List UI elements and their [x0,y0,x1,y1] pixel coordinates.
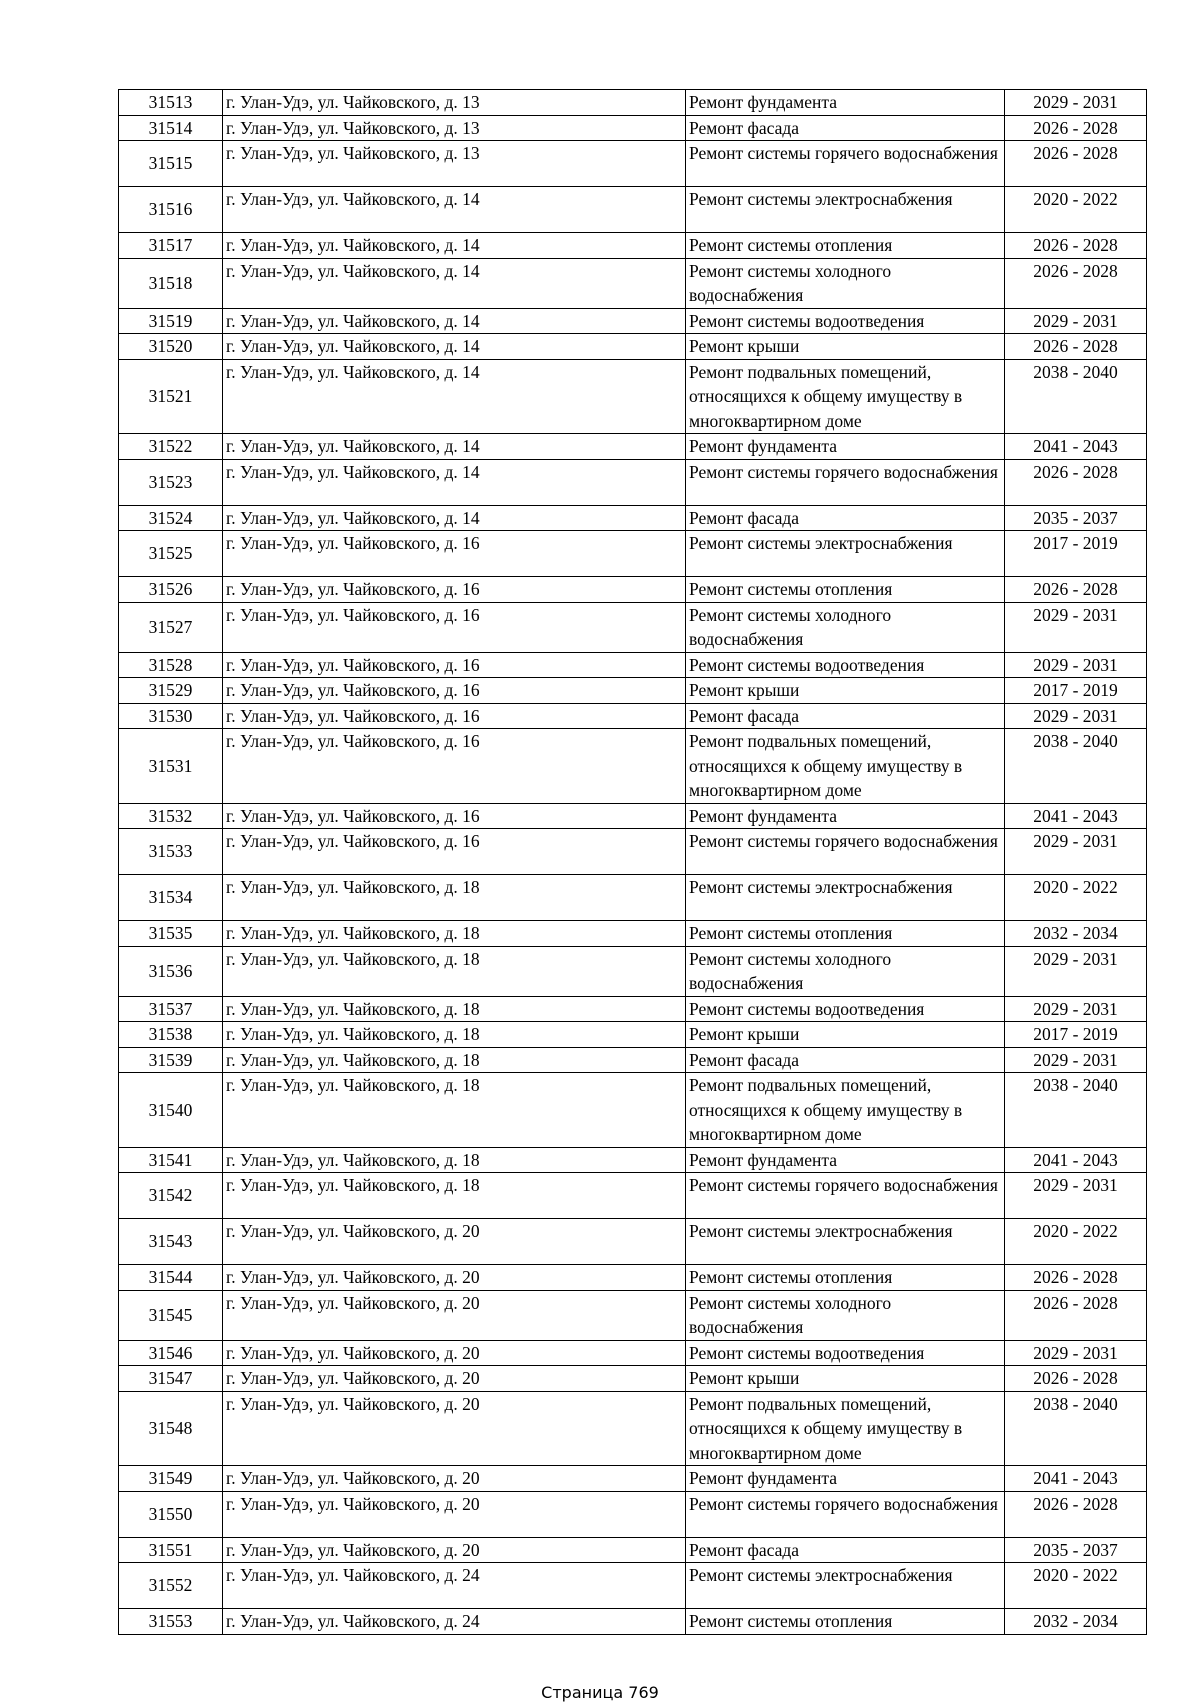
work-type-cell: Ремонт подвальных помещений, относящихся к общему имуществу в многоквартирном доме [686,359,1005,434]
period-cell: 2026 - 2028 [1005,141,1147,187]
row-number: 31529 [119,678,223,704]
address-cell: г. Улан-Удэ, ул. Чайковского, д. 16 [223,678,686,704]
work-type-cell: Ремонт крыши [686,1022,1005,1048]
table-row [119,652,1147,678]
address-cell: г. Улан-Удэ, ул. Чайковского, д. 20 [223,1466,686,1492]
address-cell: г. Улан-Удэ, ул. Чайковского, д. 16 [223,803,686,829]
work-type-cell: Ремонт фасада [686,115,1005,141]
table-row [119,729,1147,804]
table-row [119,1265,1147,1291]
table-row [119,187,1147,233]
row-number: 31518 [119,258,223,308]
table-row [119,1563,1147,1609]
period-cell: 2035 - 2037 [1005,505,1147,531]
repair-schedule-page [118,89,1146,1635]
work-type-cell: Ремонт системы отопления [686,921,1005,947]
work-type-cell: Ремонт подвальных помещений, относящихся к общему имуществу в многоквартирном доме [686,729,1005,804]
row-number: 31545 [119,1290,223,1340]
row-number: 31522 [119,434,223,460]
period-cell: 2026 - 2028 [1005,233,1147,259]
row-number: 31538 [119,1022,223,1048]
work-type-cell: Ремонт фундамента [686,1147,1005,1173]
table-row [119,921,1147,947]
work-type-cell: Ремонт фундамента [686,90,1005,116]
work-type-cell: Ремонт системы горячего водоснабжения [686,459,1005,505]
table-row [119,996,1147,1022]
table-row [119,1022,1147,1048]
table-row [119,459,1147,505]
table-row [119,505,1147,531]
work-type-cell: Ремонт системы электроснабжения [686,187,1005,233]
table-row [119,1073,1147,1148]
address-cell: г. Улан-Удэ, ул. Чайковского, д. 14 [223,233,686,259]
period-cell: 2029 - 2031 [1005,703,1147,729]
period-cell: 2017 - 2019 [1005,531,1147,577]
table-row [119,1491,1147,1537]
row-number: 31549 [119,1466,223,1492]
work-type-cell: Ремонт системы электроснабжения [686,875,1005,921]
row-number: 31515 [119,141,223,187]
period-cell: 2029 - 2031 [1005,308,1147,334]
row-number: 31542 [119,1173,223,1219]
row-number: 31535 [119,921,223,947]
row-number: 31548 [119,1391,223,1466]
row-number: 31516 [119,187,223,233]
work-type-cell: Ремонт фундамента [686,434,1005,460]
row-number: 31530 [119,703,223,729]
address-cell: г. Улан-Удэ, ул. Чайковского, д. 18 [223,996,686,1022]
work-type-cell: Ремонт системы отопления [686,233,1005,259]
table-row [119,1340,1147,1366]
work-type-cell: Ремонт системы холодного водоснабжения [686,258,1005,308]
work-type-cell: Ремонт подвальных помещений, относящихся к общему имуществу в многоквартирном доме [686,1391,1005,1466]
period-cell: 2032 - 2034 [1005,1609,1147,1635]
period-cell: 2026 - 2028 [1005,258,1147,308]
period-cell: 2029 - 2031 [1005,90,1147,116]
table-row [119,829,1147,875]
row-number: 31534 [119,875,223,921]
work-type-cell: Ремонт системы водоотведения [686,996,1005,1022]
work-type-cell: Ремонт системы холодного водоснабжения [686,602,1005,652]
address-cell: г. Улан-Удэ, ул. Чайковского, д. 18 [223,875,686,921]
work-type-cell: Ремонт фасада [686,1047,1005,1073]
period-cell: 2041 - 2043 [1005,434,1147,460]
address-cell: г. Улан-Удэ, ул. Чайковского, д. 16 [223,703,686,729]
table-row [119,531,1147,577]
address-cell: г. Улан-Удэ, ул. Чайковского, д. 13 [223,141,686,187]
table-row [119,115,1147,141]
table-row [119,1609,1147,1635]
address-cell: г. Улан-Удэ, ул. Чайковского, д. 24 [223,1609,686,1635]
work-type-cell: Ремонт системы электроснабжения [686,1563,1005,1609]
table-row [119,946,1147,996]
address-cell: г. Улан-Удэ, ул. Чайковского, д. 20 [223,1340,686,1366]
period-cell: 2020 - 2022 [1005,875,1147,921]
address-cell: г. Улан-Удэ, ул. Чайковского, д. 14 [223,505,686,531]
row-number: 31513 [119,90,223,116]
period-cell: 2032 - 2034 [1005,921,1147,947]
address-cell: г. Улан-Удэ, ул. Чайковского, д. 16 [223,729,686,804]
address-cell: г. Улан-Удэ, ул. Чайковского, д. 16 [223,577,686,603]
period-cell: 2035 - 2037 [1005,1537,1147,1563]
table-row [119,1147,1147,1173]
row-number: 31524 [119,505,223,531]
period-cell: 2026 - 2028 [1005,577,1147,603]
work-type-cell: Ремонт фасада [686,505,1005,531]
table-row [119,1219,1147,1265]
work-type-cell: Ремонт системы горячего водоснабжения [686,1173,1005,1219]
table-row [119,1366,1147,1392]
table-row [119,678,1147,704]
row-number: 31519 [119,308,223,334]
row-number: 31526 [119,577,223,603]
period-cell: 2020 - 2022 [1005,1563,1147,1609]
address-cell: г. Улан-Удэ, ул. Чайковского, д. 18 [223,1073,686,1148]
work-type-cell: Ремонт крыши [686,678,1005,704]
row-number: 31527 [119,602,223,652]
work-type-cell: Ремонт системы горячего водоснабжения [686,829,1005,875]
row-number: 31546 [119,1340,223,1366]
work-type-cell: Ремонт фундамента [686,803,1005,829]
address-cell: г. Улан-Удэ, ул. Чайковского, д. 20 [223,1491,686,1537]
period-cell: 2026 - 2028 [1005,459,1147,505]
work-type-cell: Ремонт фасада [686,703,1005,729]
table-row [119,359,1147,434]
address-cell: г. Улан-Удэ, ул. Чайковского, д. 24 [223,1563,686,1609]
row-number: 31521 [119,359,223,434]
address-cell: г. Улан-Удэ, ул. Чайковского, д. 14 [223,187,686,233]
row-number: 31532 [119,803,223,829]
period-cell: 2026 - 2028 [1005,115,1147,141]
address-cell: г. Улан-Удэ, ул. Чайковского, д. 18 [223,1047,686,1073]
row-number: 31552 [119,1563,223,1609]
row-number: 31537 [119,996,223,1022]
address-cell: г. Улан-Удэ, ул. Чайковского, д. 18 [223,1173,686,1219]
row-number: 31544 [119,1265,223,1291]
row-number: 31550 [119,1491,223,1537]
table-row [119,875,1147,921]
table-row [119,703,1147,729]
period-cell: 2038 - 2040 [1005,729,1147,804]
period-cell: 2017 - 2019 [1005,678,1147,704]
period-cell: 2026 - 2028 [1005,1265,1147,1291]
period-cell: 2020 - 2022 [1005,187,1147,233]
row-number: 31543 [119,1219,223,1265]
table-row [119,1537,1147,1563]
address-cell: г. Улан-Удэ, ул. Чайковского, д. 20 [223,1391,686,1466]
address-cell: г. Улан-Удэ, ул. Чайковского, д. 14 [223,308,686,334]
table-row [119,141,1147,187]
address-cell: г. Улан-Удэ, ул. Чайковского, д. 16 [223,602,686,652]
table-row [119,233,1147,259]
address-cell: г. Улан-Удэ, ул. Чайковского, д. 13 [223,115,686,141]
address-cell: г. Улан-Удэ, ул. Чайковского, д. 16 [223,829,686,875]
address-cell: г. Улан-Удэ, ул. Чайковского, д. 20 [223,1290,686,1340]
work-type-cell: Ремонт системы горячего водоснабжения [686,141,1005,187]
period-cell: 2029 - 2031 [1005,1047,1147,1073]
period-cell: 2038 - 2040 [1005,359,1147,434]
address-cell: г. Улан-Удэ, ул. Чайковского, д. 16 [223,652,686,678]
work-type-cell: Ремонт системы электроснабжения [686,1219,1005,1265]
table-body [119,90,1147,1635]
work-type-cell: Ремонт фасада [686,1537,1005,1563]
period-cell: 2041 - 2043 [1005,1147,1147,1173]
period-cell: 2026 - 2028 [1005,1491,1147,1537]
work-type-cell: Ремонт системы отопления [686,1609,1005,1635]
work-type-cell: Ремонт крыши [686,334,1005,360]
table-row [119,1047,1147,1073]
work-type-cell: Ремонт системы водоотведения [686,1340,1005,1366]
address-cell: г. Улан-Удэ, ул. Чайковского, д. 18 [223,946,686,996]
table-row [119,1173,1147,1219]
period-cell: 2029 - 2031 [1005,602,1147,652]
work-type-cell: Ремонт подвальных помещений, относящихся к общему имуществу в многоквартирном доме [686,1073,1005,1148]
row-number: 31514 [119,115,223,141]
row-number: 31540 [119,1073,223,1148]
period-cell: 2029 - 2031 [1005,652,1147,678]
address-cell: г. Улан-Удэ, ул. Чайковского, д. 20 [223,1537,686,1563]
period-cell: 2041 - 2043 [1005,803,1147,829]
address-cell: г. Улан-Удэ, ул. Чайковского, д. 16 [223,531,686,577]
table-row [119,334,1147,360]
row-number: 31523 [119,459,223,505]
table-row [119,434,1147,460]
row-number: 31517 [119,233,223,259]
address-cell: г. Улан-Удэ, ул. Чайковского, д. 14 [223,258,686,308]
period-cell: 2029 - 2031 [1005,946,1147,996]
address-cell: г. Улан-Удэ, ул. Чайковского, д. 18 [223,1022,686,1048]
table-row [119,1391,1147,1466]
table-row [119,1290,1147,1340]
period-cell: 2029 - 2031 [1005,1340,1147,1366]
page-number: Страница 769 [541,1683,659,1702]
work-type-cell: Ремонт системы электроснабжения [686,531,1005,577]
period-cell: 2038 - 2040 [1005,1073,1147,1148]
table-row [119,90,1147,116]
address-cell: г. Улан-Удэ, ул. Чайковского, д. 18 [223,1147,686,1173]
work-type-cell: Ремонт системы водоотведения [686,308,1005,334]
table-row [119,602,1147,652]
period-cell: 2017 - 2019 [1005,1022,1147,1048]
work-type-cell: Ремонт системы холодного водоснабжения [686,946,1005,996]
period-cell: 2026 - 2028 [1005,1366,1147,1392]
table-row [119,577,1147,603]
row-number: 31528 [119,652,223,678]
address-cell: г. Улан-Удэ, ул. Чайковского, д. 13 [223,90,686,116]
period-cell: 2041 - 2043 [1005,1466,1147,1492]
work-type-cell: Ремонт крыши [686,1366,1005,1392]
table-row [119,258,1147,308]
row-number: 31547 [119,1366,223,1392]
row-number: 31525 [119,531,223,577]
address-cell: г. Улан-Удэ, ул. Чайковского, д. 18 [223,921,686,947]
address-cell: г. Улан-Удэ, ул. Чайковского, д. 14 [223,459,686,505]
period-cell: 2026 - 2028 [1005,1290,1147,1340]
table-row [119,1466,1147,1492]
row-number: 31531 [119,729,223,804]
work-type-cell: Ремонт фундамента [686,1466,1005,1492]
row-number: 31553 [119,1609,223,1635]
period-cell: 2029 - 2031 [1005,996,1147,1022]
period-cell: 2038 - 2040 [1005,1391,1147,1466]
work-type-cell: Ремонт системы холодного водоснабжения [686,1290,1005,1340]
address-cell: г. Улан-Удэ, ул. Чайковского, д. 20 [223,1366,686,1392]
address-cell: г. Улан-Удэ, ул. Чайковского, д. 14 [223,434,686,460]
row-number: 31541 [119,1147,223,1173]
period-cell: 2029 - 2031 [1005,1173,1147,1219]
table-row [119,803,1147,829]
period-cell: 2029 - 2031 [1005,829,1147,875]
period-cell: 2026 - 2028 [1005,334,1147,360]
work-type-cell: Ремонт системы водоотведения [686,652,1005,678]
row-number: 31551 [119,1537,223,1563]
work-type-cell: Ремонт системы отопления [686,577,1005,603]
work-type-cell: Ремонт системы горячего водоснабжения [686,1491,1005,1537]
row-number: 31533 [119,829,223,875]
address-cell: г. Улан-Удэ, ул. Чайковского, д. 14 [223,334,686,360]
row-number: 31520 [119,334,223,360]
table-row [119,308,1147,334]
row-number: 31536 [119,946,223,996]
period-cell: 2020 - 2022 [1005,1219,1147,1265]
work-type-cell: Ремонт системы отопления [686,1265,1005,1291]
address-cell: г. Улан-Удэ, ул. Чайковского, д. 20 [223,1219,686,1265]
repair-schedule-table [118,89,1147,1635]
row-number: 31539 [119,1047,223,1073]
address-cell: г. Улан-Удэ, ул. Чайковского, д. 14 [223,359,686,434]
address-cell: г. Улан-Удэ, ул. Чайковского, д. 20 [223,1265,686,1291]
